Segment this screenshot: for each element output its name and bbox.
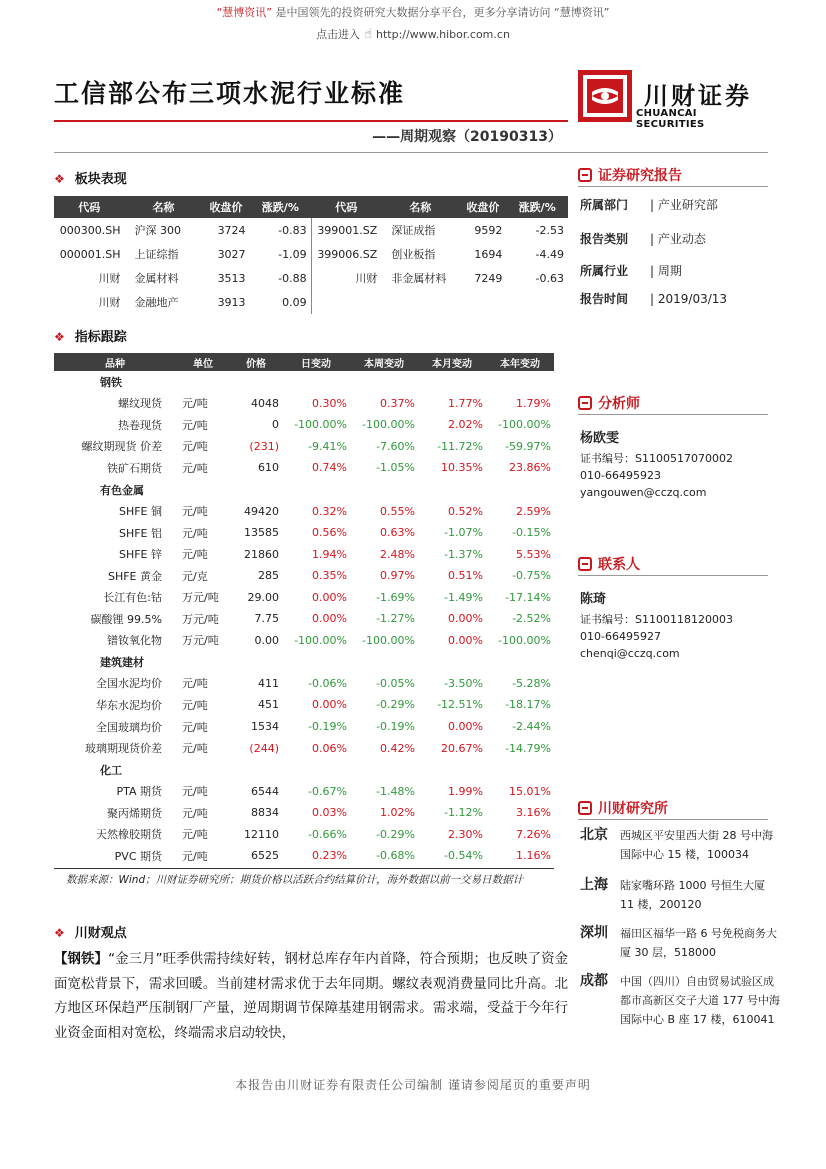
indicator-change: -18.17% [505,698,551,712]
logo-chinese-name: 川财证券 [644,82,752,110]
analyst-name: 杨欧雯 [580,431,620,446]
indicator-name: SHFE 铝 [118,526,162,540]
indicator-change: -0.75% [512,569,551,583]
market-cell: 非金属材料 [391,272,447,285]
section-view: ❖ 川财观点 [54,926,127,941]
indicator-unit: 元/吨 [182,461,208,475]
indicator-change: -1.49% [444,590,483,604]
indicator-change: -100.00% [498,418,551,432]
office-shanghai: 上海 陆家嘴环路 1000 号恒生大厦 11 楼，200120 [580,877,765,911]
indicator-unit: 元/吨 [182,505,208,519]
indicator-change: -11.72% [437,439,483,453]
indicator-price: 451 [258,698,279,712]
market-cell: 399006.SZ [311,242,381,266]
indicator-name: 聚丙烯期货 [107,806,162,820]
header-cell: 名称 [381,196,459,218]
indicator-unit: 元/吨 [182,397,208,411]
indicator-row [54,522,554,544]
banner-text: 是中国领先的投资研究大数据分享平台，更多分享请访问 [275,6,551,19]
indicator-change: 1.16% [516,849,551,863]
indicator-row [54,393,554,415]
indicator-unit: 元/吨 [182,526,208,540]
indicator-price: 7.75 [254,612,279,626]
contact-card [580,589,733,662]
market-cell: 9592 [474,223,503,237]
meta-department: 所属部门 | 产业研究部 [580,198,718,212]
indicator-name: 长江有色:钴 [103,591,162,605]
indicator-name: 铁矿石期货 [107,461,162,475]
indicator-change: 1.94% [312,547,347,561]
market-cell: 3724 [217,223,246,237]
header-cell: 日变动 [282,353,350,371]
market-cell: 创业板指 [391,248,436,261]
indicator-header-row [54,353,554,371]
category-filler [176,371,554,393]
market-cell: 沪深 300 [134,224,181,237]
indicator-unit: 元/吨 [182,548,208,562]
indicator-row [54,565,554,587]
indicator-change: 0.23% [312,849,347,863]
view-tag: 【钢铁】 [54,952,109,967]
indicator-change: 1.79% [516,396,551,410]
analyst-phone: 010-66495923 [580,469,661,482]
view-paragraph [54,948,568,1046]
market-cell: 7249 [474,271,503,285]
market-cell [506,290,568,314]
indicator-name: SHFE 锌 [118,548,162,562]
indicator-price: 0 [272,418,279,432]
indicator-unit: 元/吨 [182,677,208,691]
section-indicators: ❖ 指标跟踪 [54,330,127,345]
banner-link-row [0,26,826,42]
indicator-change: -1.48% [376,784,415,798]
report-title: 工信部公布三项水泥行业标准 [54,79,406,108]
indicator-price: 285 [258,569,279,583]
top-banner [0,4,826,20]
indicator-change: 3.16% [516,806,551,820]
header-cell: 收盘价 [202,196,249,218]
banner-link[interactable]: http://www.hibor.com.cn [375,28,510,41]
indicator-row [54,780,554,802]
indicator-change: 0.56% [312,526,347,540]
indicator-unit: 元/吨 [182,698,208,712]
indicator-row [54,586,554,608]
indicator-table [54,353,554,867]
table-bottom-rule [54,868,554,869]
indicator-name: 镨钕氧化物 [107,634,162,648]
indicator-price: 6525 [251,849,279,863]
banner-brand-2: “慧博资讯” [554,6,610,19]
indicator-price: 12110 [244,827,279,841]
indicator-change: -0.67% [308,784,347,798]
market-cell: 深证成指 [391,224,436,237]
sidebar-contact-head: 联系人 [578,554,640,574]
indicator-change: -0.54% [444,849,483,863]
indicator-price: 6544 [251,784,279,798]
banner-brand: “慧博资讯” [216,6,272,19]
header-cell: 代码 [311,196,381,218]
market-cell: 3513 [217,271,246,285]
indicator-unit: 元/吨 [182,785,208,799]
market-cell: 金属材料 [134,272,179,285]
indicator-name: SHFE 铜 [118,505,162,519]
indicator-price: (244) [249,741,279,755]
indicator-change: -59.97% [505,439,551,453]
indicator-change: -1.37% [444,547,483,561]
indicator-change: -0.66% [308,827,347,841]
indicator-row [54,845,554,867]
indicator-change: -17.14% [505,590,551,604]
indicator-change: -100.00% [294,418,347,432]
indicator-change: -9.41% [308,439,347,453]
indicator-row [54,436,554,458]
indicator-change: 0.00% [448,633,483,647]
category-row [54,479,554,501]
indicator-change: -0.68% [376,849,415,863]
indicator-change: -1.69% [376,590,415,604]
market-cell [459,290,506,314]
indicator-change: -7.60% [376,439,415,453]
market-cell: 3913 [217,295,246,309]
indicator-change: 0.00% [448,612,483,626]
category-label: 化工 [100,763,122,777]
market-header-row [54,196,568,218]
indicator-change: -0.29% [376,698,415,712]
indicator-unit: 万元/吨 [182,612,219,626]
indicator-name: 玻璃期现货价差 [85,742,162,756]
market-row [54,266,568,290]
category-label: 钢铁 [100,375,122,389]
indicator-change: 2.48% [380,547,415,561]
meta-category: 报告类别 | 产业动态 [580,232,706,246]
market-cell: 川财 [311,266,381,290]
indicator-change: 0.00% [312,590,347,604]
market-cell: 000300.SH [59,223,121,237]
indicator-change: 0.03% [312,806,347,820]
indicator-row [54,694,554,716]
indicator-change: 15.01% [509,784,551,798]
indicator-change: -0.19% [376,720,415,734]
footer-disclaimer: 本报告由川财证券有限责任公司编制 谨请参阅尾页的重要声明 [235,1078,591,1092]
indicator-unit: 元/吨 [182,828,208,842]
indicator-name: 碳酸锂 99.5% [90,612,162,626]
indicator-unit: 元/吨 [182,440,208,454]
indicator-row [54,630,554,652]
market-cell: -0.83 [278,223,307,237]
report-subtitle: ——周期观察（20190313） [372,129,562,145]
header-cell: 涨跌/% [250,196,312,218]
market-row [54,290,568,314]
indicator-unit: 元/吨 [182,849,208,863]
indicator-change: 0.97% [380,569,415,583]
indicator-price: 1534 [251,720,279,734]
market-cell: -4.49 [535,247,564,261]
sidebar-rule [578,414,768,415]
indicator-unit: 元/吨 [182,742,208,756]
market-cell: 上证综指 [134,248,179,261]
market-cell: -0.63 [535,271,564,285]
indicator-price: 0.00 [254,633,279,647]
sidebar-report-head: 证券研究报告 [578,165,682,185]
indicator-unit: 元/吨 [182,418,208,432]
indicator-change: -0.15% [512,526,551,540]
indicator-change: -1.07% [444,526,483,540]
category-label: 建筑建材 [100,655,144,669]
header-cell: 代码 [54,196,124,218]
logo-english-name: CHUANCAI SECURITIES [636,108,705,130]
indicator-change: 2.30% [448,827,483,841]
contact-phone: 010-66495927 [580,630,661,643]
indicator-change: 0.51% [448,569,483,583]
sidebar-rule [578,186,768,187]
contact-cert: 证书编号：S1100118120003 [580,613,733,626]
indicator-unit: 万元/吨 [182,591,219,605]
title-rule [54,120,568,122]
diamond-bullet-icon: ❖ [54,926,65,940]
indicator-price: 29.00 [247,590,279,604]
category-row [54,371,554,393]
section-box-icon [578,557,592,571]
indicator-change: 23.86% [509,461,551,475]
indicator-price: 49420 [244,504,279,518]
contact-name: 陈琦 [580,592,607,607]
diamond-bullet-icon: ❖ [54,330,65,344]
indicator-change: -1.12% [444,806,483,820]
header-cell: 品种 [54,353,176,371]
header-cell: 本周变动 [350,353,418,371]
office-shenzhen: 深圳 福田区福华一路 6 号免税商务大厦 30 层，518000 [580,925,777,959]
category-label: 有色金属 [100,483,144,497]
header-cell: 本年变动 [486,353,554,371]
indicator-change: 0.00% [312,698,347,712]
indicator-row [54,823,554,845]
section-box-icon [578,801,592,815]
market-cell: 000001.SH [59,247,121,261]
indicator-price: 13585 [244,526,279,540]
indicator-change: 1.99% [448,784,483,798]
indicator-name: 全国水泥均价 [96,677,162,691]
indicator-change: 0.06% [312,741,347,755]
indicator-change: -5.28% [512,676,551,690]
market-cell: 金融地产 [134,296,179,309]
analyst-cert: 证书编号：S1100517070002 [580,452,733,465]
indicator-change: -3.50% [444,676,483,690]
section-box-icon [578,396,592,410]
indicator-change: -0.05% [376,676,415,690]
indicator-change: 0.32% [312,504,347,518]
sidebar-analyst-head: 分析师 [578,393,640,413]
header-cell: 涨跌/% [506,196,568,218]
analyst-card [580,428,733,501]
indicator-unit: 元/吨 [182,806,208,820]
contact-email[interactable]: chenqi@cczq.com [580,647,680,660]
category-row [54,759,554,781]
indicator-row [54,414,554,436]
indicator-change: -100.00% [362,418,415,432]
market-cell: 川财 [98,272,121,285]
header-cell: 价格 [230,353,282,371]
indicator-row [54,457,554,479]
market-cell [311,290,381,314]
category-filler [176,651,554,673]
indicator-change: -1.27% [376,612,415,626]
indicator-name: 全国玻璃均价 [96,720,162,734]
category-filler [176,479,554,501]
indicator-change: 0.00% [448,720,483,734]
pointer-hand-icon: ☝ [364,27,372,42]
indicator-row [54,737,554,759]
indicator-price: (231) [249,439,279,453]
section-market: ❖ 板块表现 [54,172,127,187]
market-cell: 川财 [98,296,121,309]
indicator-unit: 元/吨 [182,720,208,734]
office-chengdu: 成都 中国（四川）自由贸易试验区成都市高新区交子大道 177 号中海国际中心 B 座 17 楼，610041 [580,973,780,1026]
indicator-row [54,500,554,522]
indicator-name: PTA 期货 [116,785,162,799]
indicator-change: -0.06% [308,676,347,690]
indicator-name: 天然橡胶期货 [96,828,162,842]
indicator-price: 411 [258,676,279,690]
market-table [54,196,568,314]
market-row [54,218,568,242]
indicator-change: -2.52% [512,612,551,626]
data-source-note: 数据来源：Wind；川财证券研究所；期货价格以活跃合约结算价计，海外数据以前一交易日数据计 [66,874,524,886]
market-cell: 399001.SZ [311,218,381,242]
indicator-change: -1.05% [376,461,415,475]
indicator-name: 华东水泥均价 [96,698,162,712]
indicator-change: 0.37% [380,396,415,410]
section-box-icon [578,168,592,182]
sidebar-rule [578,575,768,576]
company-logo [578,70,768,130]
indicator-change: 2.59% [516,504,551,518]
indicator-change: 0.52% [448,504,483,518]
indicator-change: 7.26% [516,827,551,841]
indicator-price: 8834 [251,806,279,820]
indicator-row [54,802,554,824]
indicator-change: 1.77% [448,396,483,410]
indicator-change: 20.67% [441,741,483,755]
view-text: “金三月”旺季供需持续好转，钢材总库存年内首降，符合预期；也反映了资金面宽松背景下，需求回暖。当前建材需求优于去年同期。螺纹表观消费量同比升高。北方地区环保趋严压制钢厂产量，逆周期调节保障基建用钢需求。需求端，受益于今年行业资金面相对宽松，终端需求启动较快， [54,952,569,1041]
indicator-row [54,673,554,695]
analyst-email[interactable]: yangouwen@cczq.com [580,486,707,499]
market-cell: 1694 [474,247,503,261]
sidebar-rule [578,819,768,820]
indicator-change: -0.29% [376,827,415,841]
indicator-change: 5.53% [516,547,551,561]
indicator-change: -2.44% [512,720,551,734]
indicator-name: SHFE 黄金 [107,569,162,583]
indicator-change: 0.30% [312,396,347,410]
meta-date: 报告时间 | 2019/03/13 [580,292,728,306]
sidebar-institute-head: 川财研究所 [578,798,668,818]
indicator-change: -14.79% [505,741,551,755]
header-cell: 收盘价 [459,196,506,218]
indicator-unit: 万元/吨 [182,634,219,648]
indicator-unit: 元/克 [182,569,208,583]
indicator-change: 0.63% [380,526,415,540]
indicator-change: -0.19% [308,720,347,734]
header-cell: 单位 [176,353,230,371]
indicator-change: -100.00% [362,633,415,647]
header-cell: 本月变动 [418,353,486,371]
indicator-change: 1.02% [380,806,415,820]
indicator-change: 0.74% [312,461,347,475]
indicator-name: PVC 期货 [114,849,162,863]
indicator-change: 0.00% [312,612,347,626]
indicator-change: 10.35% [441,461,483,475]
header-divider [54,152,768,153]
office-beijing: 北京 西城区平安里西大街 28 号中海国际中心 15 楼，100034 [580,827,773,861]
indicator-name: 热卷现货 [118,418,162,432]
indicator-row [54,608,554,630]
market-cell: 3027 [217,247,246,261]
category-row [54,651,554,673]
header-cell: 名称 [124,196,202,218]
market-cell [381,290,459,314]
market-cell: -2.53 [535,223,564,237]
indicator-price: 21860 [244,547,279,561]
indicator-row [54,716,554,738]
market-row [54,242,568,266]
indicator-name: 螺纹期现货 价差 [81,440,162,454]
indicator-name: 螺纹现货 [118,397,162,411]
indicator-change: 0.55% [380,504,415,518]
indicator-row [54,543,554,565]
indicator-change: -100.00% [498,633,551,647]
chuancai-logo-icon [578,70,632,122]
indicator-price: 610 [258,461,279,475]
market-cell: 0.09 [282,295,307,309]
market-cell: -0.88 [278,271,307,285]
indicator-change: 0.42% [380,741,415,755]
diamond-bullet-icon: ❖ [54,172,65,186]
indicator-change: -100.00% [294,633,347,647]
indicator-change: 2.02% [448,418,483,432]
category-filler [176,759,554,781]
indicator-change: -12.51% [437,698,483,712]
indicator-change: 0.35% [312,569,347,583]
banner-link-prefix: 点击进入 [316,28,361,41]
market-cell: -1.09 [278,247,307,261]
meta-industry: 所属行业 | 周期 [580,264,682,278]
indicator-price: 4048 [251,396,279,410]
